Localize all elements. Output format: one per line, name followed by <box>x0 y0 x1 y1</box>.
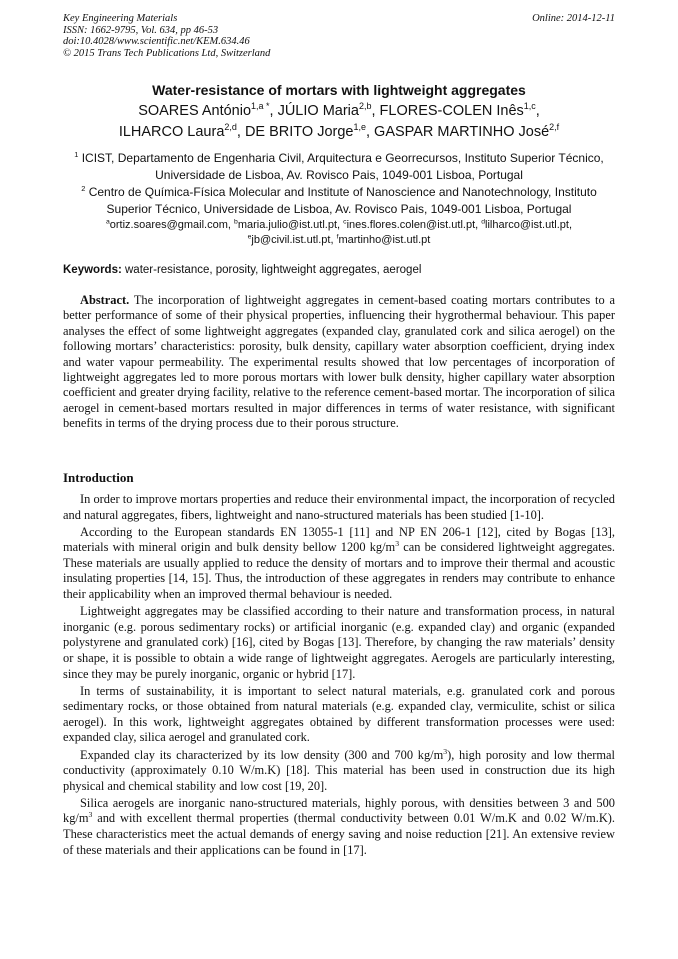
author-name: SOARES António <box>138 103 252 119</box>
email-address[interactable]: ines.flores.colen@ist.utl.pt <box>346 219 476 231</box>
author-sup: 2,b <box>358 101 372 112</box>
author-name: FLORES-COLEN Inês <box>379 103 524 119</box>
email-sup: c <box>343 218 347 226</box>
email-address[interactable]: martinho@ist.utl.pt <box>338 234 431 246</box>
keywords-label: Keywords: <box>63 264 122 276</box>
author-sup: 2,d <box>224 122 237 133</box>
affiliation-1 <box>63 150 615 183</box>
author-name: DE BRITO Jorge <box>244 124 354 140</box>
intro-paragraph-6 <box>63 796 615 858</box>
paragraph-text: Expanded clay its characterized by its low density (300 and 700 kg/m <box>80 747 444 762</box>
email-sup: a <box>105 218 110 226</box>
keywords-text: water-resistance, porosity, lightweight aggregates, aerogel <box>125 264 422 276</box>
affiliation-number: 2 <box>81 184 86 193</box>
email-sup: e <box>247 233 252 241</box>
affiliation-2 <box>63 184 615 217</box>
doi-line: doi:10.4028/www.scientific.net/KEM.634.46 <box>63 36 250 47</box>
abstract-text: The incorporation of lightweight aggregates in cement-based coating mortars contributes to a better performance of some of their physical properties, influencing their hygrothermal behaviour. This paper analyses the effect of some lightweight aggregates (expanded clay, granulated cork and silica aerogel) on the following mortars’ characteristics: porosity, bulk density, capillary water absorption coefficient, drying index and water vapour permeability. The experimental results showed that low percentages of incorporation of lightweight aggregates led to more porous mortars with lower bulk density, higher capillary water absorption coefficient and greater drying facility, relative to the reference cement-based mortar. The incorporation of silica aerogel in cement-based mortars resulted in major differences in terms of water resistance, with significant benefits in terms of the drying process due to their porous structure. <box>63 293 615 431</box>
online-date: Online: 2014-12-11 <box>532 13 615 24</box>
affiliation-number: 1 <box>74 150 79 159</box>
email-sup: d <box>481 218 486 226</box>
email-sup: f <box>336 233 339 241</box>
author-name: JÚLIO Maria <box>277 103 359 119</box>
issn-line: ISSN: 1662-9795, Vol. 634, pp 46-53 <box>63 24 219 36</box>
author-name: GASPAR MARTINHO José <box>374 124 550 140</box>
intro-paragraph-1: In order to improve mortars properties and reduce their environmental impact, the incorporation of recycled and natural aggregates, fibers, lightweight and nano-structured materials has been studied [1-10]. <box>63 492 615 522</box>
email-address[interactable]: jb@civil.ist.utl.pt <box>251 234 331 246</box>
section-heading-introduction: Introduction <box>63 470 134 485</box>
superscript: 3 <box>88 810 93 820</box>
paragraph-text: and with excellent thermal properties (thermal conductivity between 0.01 W/m.K and 0.02 W/m.K). These characteristics meet the actual demands of energy saving and noise reduction [21]. An extensive review of these materials and their applications can be found in [17]. <box>63 811 615 857</box>
introduction-body <box>63 492 615 860</box>
journal-header <box>63 13 615 59</box>
paragraph-text: Silica aerogels are inorganic nano-structured materials, highly porous, with densities between 3 and 500 kg/m <box>63 795 615 826</box>
author-sup: 1,e <box>353 122 366 133</box>
journal-name: Key Engineering Materials <box>63 13 178 24</box>
superscript: 3 <box>443 746 448 756</box>
paragraph-text: can be considered lightweight aggregates. These materials are usually applied to reduce the density of mortars and to improve their thermal and acoustic insulating properties [14, 15]. Thus, the introduction of these aggregates in renders may contribute to enhance their applicability when an improved thermal behaviour is needed. <box>63 540 616 602</box>
email-sup: b <box>234 218 238 226</box>
intro-paragraph-2 <box>63 525 615 603</box>
affiliation-text: Centro de Química-Física Molecular and Institute of Nanoscience and Nanotechnology, Instituto Superior Técnico, Universidade de Lisboa, Av. Rovisco Pais, 1049-001 Lisboa, Portugal <box>88 185 597 216</box>
abstract-label: Abstract. <box>80 293 130 307</box>
email-address[interactable]: lilharco@ist.utl.pt <box>485 219 569 231</box>
author-sup: 1,c <box>523 101 536 112</box>
intro-paragraph-5 <box>63 748 615 795</box>
paper-title: Water-resistance of mortars with lightweight aggregates <box>152 82 526 98</box>
superscript: 3 <box>395 539 400 549</box>
affiliation-text: ICIST, Departamento de Engenharia Civil, Arquitectura e Georrecursos, Instituto Superior Técnico, Universidade de Lisboa, Av. Rovisco Pais, 1049-001 Lisboa, Portugal <box>81 151 604 182</box>
intro-paragraph-3: Lightweight aggregates may be classified according to their nature and transformation process, in natural inorganic (e.g. porous sedimentary rocks) or artificial inorganic (e.g. expanded clay) and organic (expanded polystyrene and granulated cork) [16], cited by Bogas [13]. Therefore, by changing the raw materials’ density or shape, it is possible to obtain a wide range of lightweight aggregates. Aerogels are particularly interesting, since they may be purely inorganic, organic or hybrid [17]. <box>63 604 615 681</box>
email-list: $^a$ortiz.soares@gmail.com, $^b$maria.julio@ist.utl.pt, $^c$ines.flores.colen@ist.utl.pt, $^d$lilharco@ist.utl.pt, $^e$jb@civil.ist.utl.pt, $^f$martinho@ist.utl.pt <box>105 218 573 246</box>
author-sup: 2,f <box>549 122 560 133</box>
email-address[interactable]: maria.julio@ist.utl.pt <box>237 219 338 231</box>
paragraph-text: According to the European standards EN 13055-1 [11] and NP EN 206-1 [12], cited by Bogas [13], materials with mineral origin and bulk density bellow 1200 kg/m <box>63 524 615 555</box>
author-name: ILHARCO Laura <box>118 124 225 140</box>
email-address[interactable]: ortiz.soares@gmail.com <box>109 219 228 231</box>
abstract <box>63 293 615 432</box>
author-list: SOARES António$^{1,a *}$, JÚLIO Maria$^{2,b}$, FLORES-COLEN Inês$^{1,c}$, ILHARCO Laura$^{2,d}$, DE BRITO Jorge$^{1,e}$, GASPAR MARTINHO José$^{2,f}$ <box>118 101 560 140</box>
intro-paragraph-4: In terms of sustainability, it is important to select natural materials, e.g. granulated cork and porous sedimentary rocks, or those obtained from natural materials (e.g. expanded clay, vermiculite, schist or silica aerogel). In this work, lightweight aggregates obtained by different transformation processes were used: expanded clay, silica aerogel and granulated cork. <box>63 683 615 745</box>
keywords <box>63 263 615 277</box>
paragraph-text: ), high porosity and low thermal conductivity (approximately 0.10 W/m.K) [18]. This material has been used in construction due its high physical and chemical stability and low cost [19, 20]. <box>63 747 615 793</box>
copyright-line: © 2015 Trans Tech Publications Ltd, Switzerland <box>63 47 271 59</box>
author-sup: 1,a * <box>251 101 270 112</box>
